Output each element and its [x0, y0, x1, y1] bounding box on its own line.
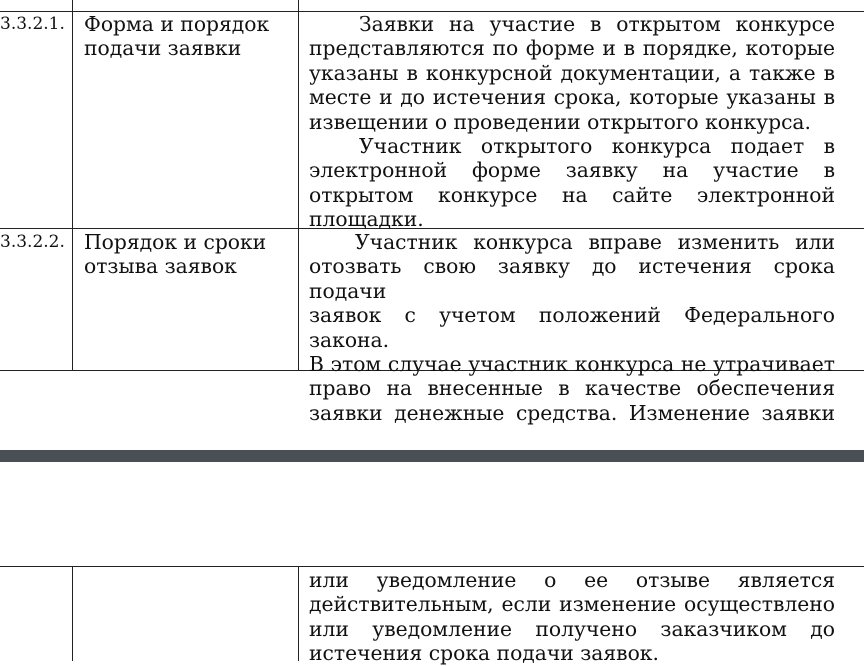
text-line: открытом конкурсе на сайте электронной	[309, 182, 835, 207]
row-text	[309, 230, 835, 425]
table-border-mid-col	[298, 0, 299, 371]
table-border-top	[0, 566, 864, 567]
text-line: заявок с учетом положений Федерального закона.	[309, 303, 835, 352]
table-border-mid-col	[298, 566, 299, 661]
row-title	[84, 12, 269, 61]
row-title-line: Порядок и сроки	[84, 230, 267, 254]
row-title	[84, 230, 266, 279]
text-line: истечения срока подачи заявок.	[309, 641, 659, 666]
row-text-continued	[309, 568, 835, 666]
text-line: площадки.	[309, 207, 424, 232]
text-line: действительным, если изменение осуществлено	[309, 592, 835, 617]
page-break-separator	[0, 450, 864, 462]
text-line: месте и до истечения срока, которые указаны в	[309, 85, 835, 110]
row-title-line: подачи заявки	[84, 36, 242, 61]
table-border-left-col	[72, 566, 73, 661]
text-line: Участник конкурса вправе изменить или	[355, 230, 835, 254]
row-number: 3.3.2.1.	[0, 14, 65, 34]
text-line: электронной форме заявку на участие в	[309, 158, 835, 183]
text-line: или уведомление получено заказчиком до	[309, 616, 835, 641]
text-line: представляются по форме и в порядке, которые	[309, 36, 835, 61]
text-line: Заявки на участие в открытом конкурсе	[359, 12, 835, 36]
text-line: отозвать свою заявку до истечения срока подачи	[309, 254, 835, 303]
text-line: право на внесенные в качестве обеспечения	[309, 376, 835, 401]
row-number: 3.3.2.2.	[0, 232, 65, 252]
row-text	[309, 12, 835, 232]
row-title-line: отзыва заявок	[84, 254, 237, 279]
text-line: или уведомление о ее отзыве является	[309, 568, 835, 592]
text-line: извещении о проведении открытого конкурса.	[309, 109, 811, 134]
text-line: В этом случае участник конкурса не утрачивает	[309, 352, 835, 377]
table-border-left-col	[72, 0, 73, 371]
text-line: заявки денежные средства. Изменение заявки	[309, 400, 835, 425]
document-page-bottom	[0, 462, 864, 666]
row-title-line: Форма и порядок	[84, 12, 270, 36]
text-line: Участник открытого конкурса подает в	[359, 134, 835, 159]
text-line: указаны в конкурсной документации, а также в	[309, 60, 835, 85]
